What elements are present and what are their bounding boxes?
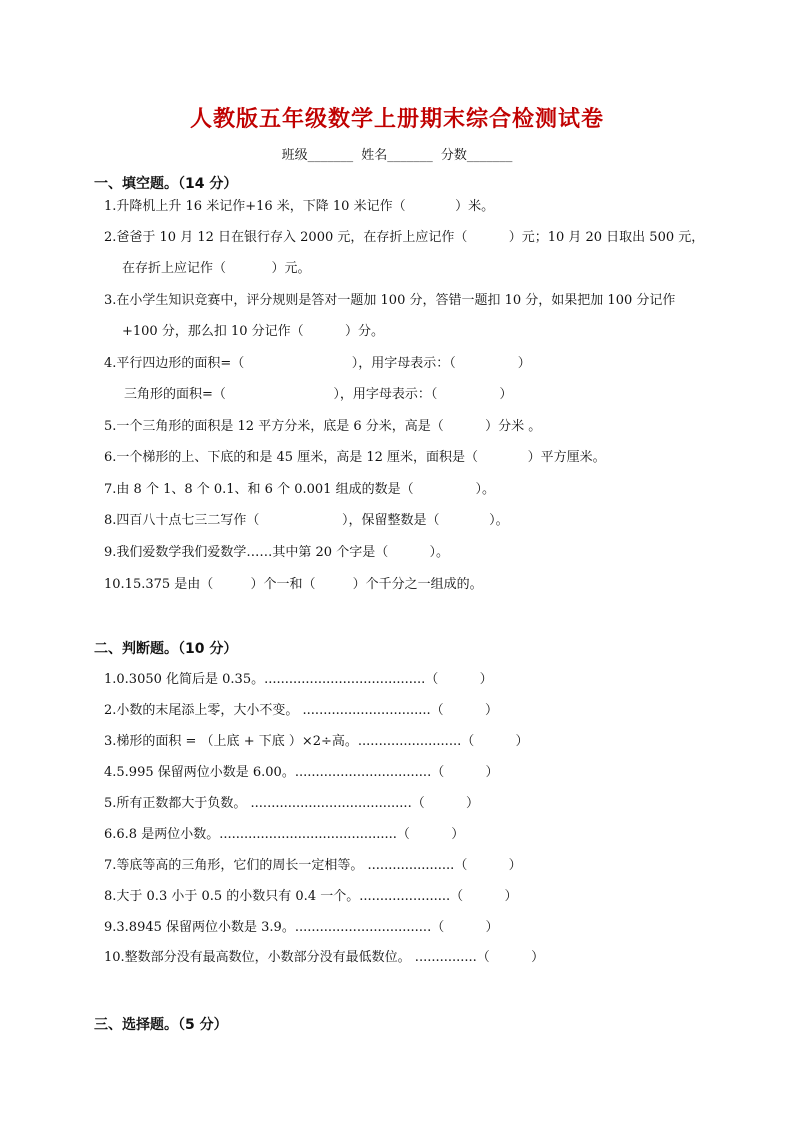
question-item: 8.大于 0.3 小于 0.5 的小数只有 0.4 一个。......................（ ）	[104, 889, 518, 904]
student-info-line	[0, 144, 794, 163]
name-field[interactable]: 姓名_______	[361, 148, 433, 163]
question-item-continued: +100 分，那么扣 10 分记作（ ）分。	[122, 324, 384, 339]
section-heading-true-false: 二、判断题。（10 分）	[94, 641, 238, 657]
question-item: 10.整数部分没有最高数位，小数部分没有最低数位。 ...............（ ）	[104, 950, 545, 965]
question-item: 5.一个三角形的面积是 12 平方分米，底是 6 分米，高是（ ）分米 。	[104, 419, 542, 434]
question-item: 6.一个梯形的上、下底的和是 45 厘米，高是 12 厘米，面积是（ ）平方厘米。	[104, 450, 606, 465]
question-item: 2.小数的末尾添上零，大小不变。 ...............................（ ）	[104, 703, 498, 718]
question-item: 9.3.8945 保留两位小数是 3.9。.................................（ ）	[104, 920, 499, 935]
page-title: 人教版五年级数学上册期末综合检测试卷	[189, 106, 604, 132]
question-item: 2.爸爸于 10 月 12 日在银行存入 2000 元，在存折上应记作（ ）元；10 月 20 日取出 500 元，	[104, 230, 705, 245]
score-field[interactable]: 分数_______	[440, 148, 513, 163]
question-item-continued: 在存折上应记作（ ）元。	[122, 261, 311, 276]
question-item: 7.由 8 个 1、8 个 0.1、和 6 个 0.001 组成的数是（ ）。	[104, 482, 496, 497]
question-item: 10.15.375 是由（ ）个一和（ ）个千分之一组成的。	[104, 577, 483, 592]
section-heading-multiple-choice: 三、选择题。（5 分）	[94, 1017, 228, 1033]
question-item: 1.升降机上升 16 米记作+16 米，下降 10 米记作（ ）米。	[104, 199, 495, 214]
section-heading-fill-blank: 一、填空题。（14 分）	[94, 176, 238, 192]
question-item: 3.在小学生知识竞赛中，评分规则是答对一题加 100 分，答错一题扣 10 分，如果把加 100 分记作	[104, 293, 676, 308]
question-item: 1.0.3050 化简后是 0.35。.......................................（ ）	[104, 672, 493, 687]
question-item: 9.我们爱数学我们爱数学……其中第 20 个字是（ ）。	[104, 545, 450, 560]
question-item: 7.等底等高的三角形，它们的周长一定相等。 .....................（ ）	[104, 858, 522, 873]
class-field[interactable]: 班级_______	[281, 148, 354, 163]
question-item: 4.平行四边形的面积=（ ），用字母表示：（ ）	[104, 356, 531, 371]
question-item: 8.四百八十点七三二写作（ ），保留整数是（ ）。	[104, 513, 509, 528]
question-item-continued: 三角形的面积=（ ），用字母表示：（ ）	[124, 387, 513, 402]
question-item: 6.6.8 是两位小数。...........................................（ ）	[104, 827, 465, 842]
question-item: 3.梯形的面积 = （上底 + 下底 ）×2÷高。.........................（ ）	[104, 734, 529, 749]
question-item: 4.5.995 保留两位小数是 6.00。.................................（ ）	[104, 765, 499, 780]
question-item: 5.所有正数都大于负数。 .......................................（ ）	[104, 796, 480, 811]
